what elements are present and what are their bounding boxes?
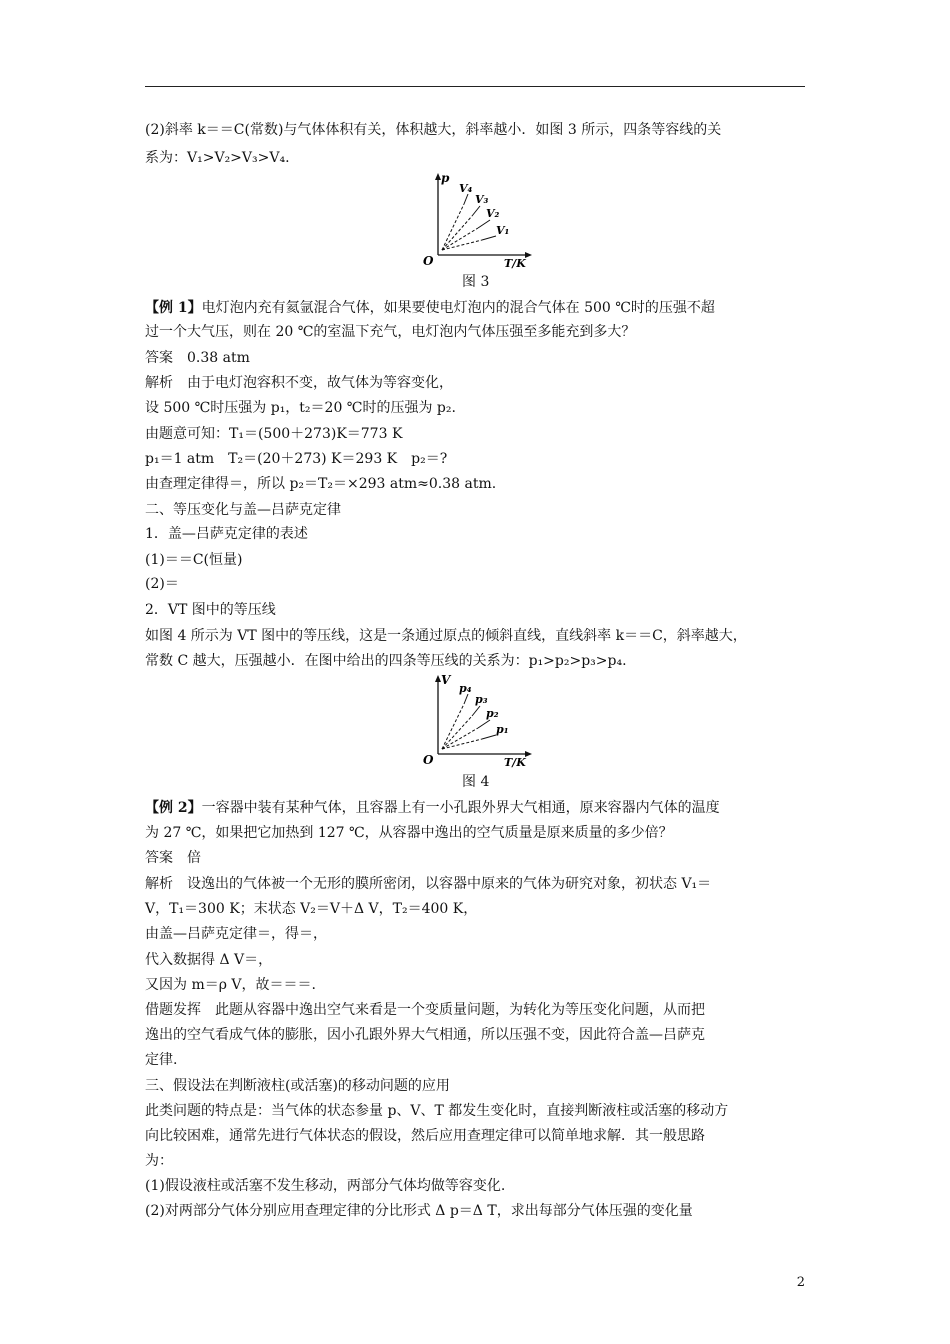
- figure-3-isochore-diagram: [420, 170, 540, 270]
- figure-4-isobar-diagram: [420, 672, 540, 772]
- text-line: 2．VT 图中的等压线: [145, 602, 276, 618]
- isochore-v2: [478, 220, 490, 228]
- isochore-v1: [482, 236, 496, 240]
- text-line: [145, 298, 715, 318]
- text-line: (2)斜率 k＝＝C(常数)与气体体积有关，体积越大，斜率越小．如图 3 所示，四条等容线的关: [145, 122, 722, 138]
- text-line: 由查理定律得＝，所以 p₂＝T₂＝×293 atm≈0.38 atm.: [145, 476, 497, 492]
- section-heading: 三、假设法在判断液柱(或活塞)的移动问题的应用: [145, 1078, 450, 1094]
- figure-4-caption: 图 4: [462, 774, 490, 790]
- text-line: 设 500 ℃时压强为 p₁，t₂＝20 ℃时的压强为 p₂.: [145, 400, 456, 416]
- text-line: 由题意可知：T₁＝(500＋273)K＝773 K: [145, 426, 403, 442]
- isobar-p4: [464, 694, 468, 704]
- origin-label: O: [423, 254, 434, 268]
- x-axis-arrow: [525, 751, 532, 757]
- text-line: 由盖—吕萨克定律＝，得＝，: [145, 926, 327, 942]
- text-line: (2)＝: [145, 576, 179, 592]
- text-line: 定律.: [145, 1052, 178, 1068]
- isochore-v4: [464, 194, 468, 204]
- line-label-v1: V₁: [496, 224, 510, 237]
- isobar-p3: [472, 706, 480, 716]
- text-line: 常数 C 越大，压强越小．在图中给出的四条等压线的关系为：p₁>p₂>p₃>p₄.: [145, 653, 627, 669]
- text-line: 1．盖—吕萨克定律的表述: [145, 526, 308, 542]
- text-line: V，T₁＝300 K；末状态 V₂＝V＋Δ V，T₂＝400 K，: [145, 901, 478, 917]
- text-line: 系为：V₁>V₂>V₃>V₄.: [145, 150, 290, 166]
- isochore-v3-dashed: [442, 216, 472, 250]
- line-label-v3: V₃: [475, 193, 489, 206]
- text-line: [145, 798, 720, 818]
- y-axis-label: p: [441, 171, 450, 185]
- figure-3-caption: 图 3: [462, 274, 490, 290]
- x-axis-label: T/K: [504, 257, 526, 270]
- text-line: 为：: [145, 1153, 173, 1169]
- text-line: 逸出的空气看成气体的膨胀，因小孔跟外界大气相通，所以压强不变，因此符合盖—吕萨克: [145, 1027, 705, 1043]
- isobar-p1: [482, 735, 496, 739]
- isobar-p3-dashed: [442, 716, 472, 749]
- text-line: 此类问题的特点是：当气体的状态参量 p、V、T 都发生变化时，直接判断液柱或活塞的移动方: [145, 1103, 729, 1119]
- text-line: (2)对两部分气体分别应用查理定律的分比形式 Δ p＝Δ T，求出每部分气体压强的变化量: [145, 1203, 693, 1219]
- example-text: 电灯泡内充有氦氩混合气体，如果要使电灯泡内的混合气体在 500 ℃时的压强不超: [201, 300, 715, 316]
- example-text: 一容器中装有某种气体，且容器上有一小孔跟外界大气相通，原来容器内气体的温度: [201, 800, 720, 816]
- section-heading: 二、等压变化与盖—吕萨克定律: [145, 502, 341, 518]
- line-label-v2: V₂: [486, 207, 500, 220]
- isochore-v1-dashed: [442, 240, 482, 250]
- line-label-p2: p₂: [486, 707, 499, 720]
- line-label-p4: p₄: [459, 682, 472, 695]
- line-label-p3: p₃: [475, 693, 488, 706]
- text-line: 借题发挥 此题从容器中逸出空气来看是一个变质量问题，为转化为等压变化问题，从而把: [145, 1002, 705, 1018]
- text-line: 答案 0.38 atm: [145, 350, 250, 366]
- line-label-v4: V₄: [459, 182, 473, 195]
- isobar-p2: [478, 720, 490, 728]
- x-axis-arrow: [525, 252, 532, 258]
- x-axis-label: T/K: [504, 756, 526, 769]
- text-line: 答案 倍: [145, 850, 201, 866]
- example-tag: 【例 1】: [145, 300, 202, 316]
- origin-label: O: [423, 753, 434, 767]
- header-rule: [145, 86, 805, 87]
- text-line: 向比较困难，通常先进行气体状态的假设，然后应用查理定律可以简单地求解．其一般思路: [145, 1128, 705, 1144]
- example-tag: 【例 2】: [145, 800, 202, 816]
- line-label-p1: p₁: [496, 723, 509, 736]
- text-line: 过一个大气压，则在 20 ℃的室温下充气，电灯泡内气体压强至多能充到多大？: [145, 324, 636, 340]
- text-line: 解析 由于电灯泡容积不变，故气体为等容变化，: [145, 375, 453, 391]
- text-line: 代入数据得 Δ V＝，: [145, 952, 273, 968]
- text-line: (1)假设液柱或活塞不发生移动，两部分气体均做等容变化.: [145, 1178, 506, 1194]
- text-line: 如图 4 所示为 VT 图中的等压线，这是一条通过原点的倾斜直线，直线斜率 k＝＝C，斜率越大，: [145, 628, 747, 644]
- page-number: 2: [796, 1275, 805, 1290]
- text-line: (1)＝＝C(恒量): [145, 552, 243, 568]
- y-axis-label: V: [441, 673, 451, 687]
- isobar-p1-dashed: [442, 739, 482, 749]
- text-line: 解析 设逸出的气体被一个无形的膜所密闭，以容器中原来的气体为研究对象，初状态 V₁＝: [145, 876, 712, 892]
- text-line: p₁＝1 atm T₂＝(20＋273) K＝293 K p₂＝?: [145, 451, 448, 467]
- text-line: 又因为 m＝ρ V，故＝＝＝.: [145, 977, 316, 993]
- text-line: 为 27 ℃，如果把它加热到 127 ℃，从容器中逸出的空气质量是原来质量的多少倍？: [145, 825, 673, 841]
- isochore-v3: [472, 206, 480, 216]
